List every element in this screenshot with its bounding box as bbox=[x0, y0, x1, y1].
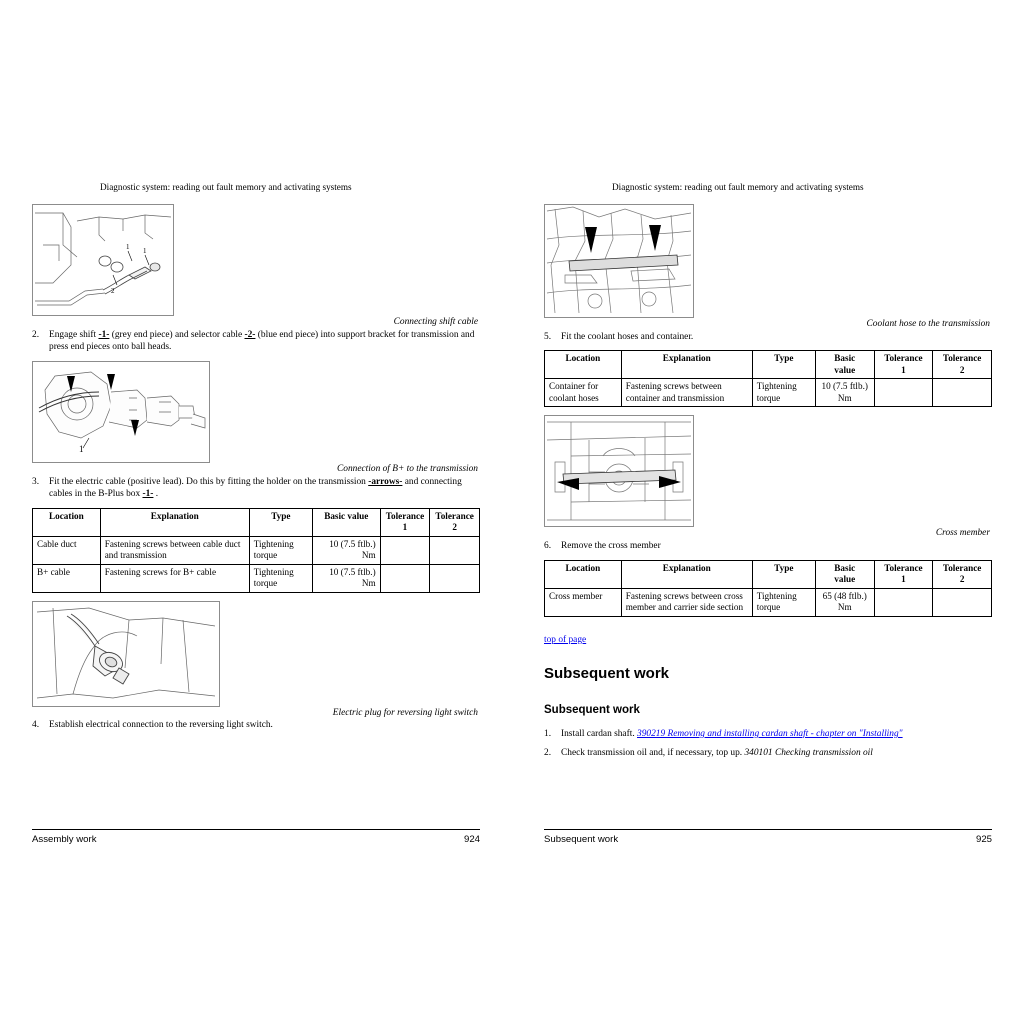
cell-location: Container for coolant hoses bbox=[545, 379, 622, 407]
cell-tolerance-1 bbox=[380, 564, 430, 592]
cell-tolerance-1 bbox=[874, 588, 933, 616]
th-tolerance-2: Tolerance 2 bbox=[933, 560, 992, 588]
th-tolerance-2: Tolerance 2 bbox=[933, 351, 992, 379]
figure-cross-member-drawing bbox=[545, 416, 693, 526]
step-6-text: Remove the cross member bbox=[561, 541, 661, 552]
table-row bbox=[33, 536, 480, 564]
cell-location: Cross member bbox=[545, 588, 622, 616]
th-explanation: Explanation bbox=[621, 351, 752, 379]
th-location: Location bbox=[545, 351, 622, 379]
cell-basic-value: 10 (7.5 ftlb.) Nm bbox=[312, 536, 380, 564]
figure-label-1: 1 bbox=[126, 243, 130, 251]
cell-tolerance-2 bbox=[430, 564, 480, 592]
footer-left-pagenum: 924 bbox=[463, 834, 480, 845]
link-transmission-oil[interactable]: 340101 Checking transmission oil bbox=[744, 748, 873, 759]
th-tolerance-1: Tolerance 1 bbox=[380, 508, 430, 536]
th-type: Type bbox=[752, 560, 815, 588]
th-basic-value: Basic value bbox=[312, 508, 380, 536]
step-3-text: Fit the electric cable (positive lead). Do this by fitting the holder on the transmission -arrows- and connecting cables in the B-Plus box -1- . bbox=[49, 476, 462, 500]
cell-basic-value: 10 (7.5 ftlb.) Nm bbox=[815, 379, 874, 407]
cell-type: Tightening torque bbox=[249, 536, 312, 564]
cell-type: Tightening torque bbox=[249, 564, 312, 592]
step-2 bbox=[32, 329, 480, 354]
footer-right bbox=[544, 829, 992, 845]
table-row bbox=[545, 379, 992, 407]
table-row bbox=[33, 564, 480, 592]
step-4 bbox=[32, 719, 480, 731]
step-6 bbox=[544, 540, 992, 552]
figure-caption-cross-member: Cross member bbox=[935, 528, 990, 539]
cell-type: Tightening torque bbox=[752, 588, 815, 616]
cell-explanation: Fastening screws between container and transmission bbox=[621, 379, 752, 407]
figure-caption-b-plus-transmission: Connection of B+ to the transmission bbox=[337, 463, 478, 474]
step-2-text: Engage shift -1- (grey end piece) and selector cable -2- (blue end piece) into support bracket for transmission and press end pieces onto ball heads. bbox=[49, 330, 475, 353]
step-5-text: Fit the coolant hoses and container. bbox=[561, 332, 694, 342]
cell-tolerance-2 bbox=[933, 379, 992, 407]
figure-cross-member bbox=[544, 415, 694, 527]
running-head-right: Diagnostic system: reading out fault memory and activating systems bbox=[612, 182, 864, 192]
th-basic-value: Basic value bbox=[815, 560, 874, 588]
arrow-left bbox=[585, 227, 597, 253]
cell-tolerance-1 bbox=[380, 536, 430, 564]
th-tolerance-1: Tolerance 1 bbox=[874, 560, 933, 588]
step-6-number: 6. bbox=[544, 541, 552, 552]
cell-explanation: Fastening screws between cable duct and transmission bbox=[100, 536, 249, 564]
running-head-left: Diagnostic system: reading out fault memory and activating systems bbox=[100, 182, 352, 192]
th-location: Location bbox=[33, 508, 101, 536]
step-3-number: 3. bbox=[32, 476, 40, 487]
footer-left-label: Assembly work bbox=[32, 834, 97, 845]
figure-coolant-drawing bbox=[545, 205, 693, 317]
cell-explanation: Fastening screws between cross member and carrier side section bbox=[621, 588, 752, 616]
figure-label-1b: 1 bbox=[143, 247, 147, 255]
table-header-row bbox=[545, 560, 992, 588]
cell-location: Cable duct bbox=[33, 536, 101, 564]
subsequent-step-2-text: Check transmission oil and, if necessary, top up. 340101 Checking transmission oil bbox=[561, 748, 873, 759]
table-row bbox=[545, 588, 992, 616]
figure-b-plus-transmission bbox=[32, 361, 210, 463]
subsequent-step-2 bbox=[544, 747, 992, 759]
figure-connecting-shift-cable bbox=[32, 204, 174, 316]
spec-table-cross-member bbox=[544, 560, 992, 617]
cell-tolerance-1 bbox=[874, 379, 933, 407]
figure-reversing-light-plug bbox=[32, 601, 220, 707]
top-of-page-link[interactable]: top of page bbox=[544, 634, 587, 645]
th-explanation: Explanation bbox=[100, 508, 249, 536]
th-location: Location bbox=[545, 560, 622, 588]
figure-shift-cable-drawing bbox=[33, 205, 173, 315]
subsequent-step-2-number: 2. bbox=[544, 748, 552, 759]
figure-caption-connecting-shift-cable: Connecting shift cable bbox=[393, 317, 478, 327]
th-type: Type bbox=[249, 508, 312, 536]
cell-type: Tightening torque bbox=[752, 379, 815, 407]
step-5 bbox=[544, 331, 992, 343]
step-4-number: 4. bbox=[32, 719, 40, 730]
th-tolerance-1: Tolerance 1 bbox=[874, 351, 933, 379]
footer-left bbox=[32, 829, 480, 845]
step-2-number: 2. bbox=[32, 330, 40, 340]
cell-explanation: Fastening screws for B+ cable bbox=[100, 564, 249, 592]
figure-label-2: 2 bbox=[111, 287, 115, 295]
cell-tolerance-2 bbox=[933, 588, 992, 616]
arrow-2 bbox=[107, 374, 115, 390]
cell-basic-value: 65 (48 ftlb.) Nm bbox=[815, 588, 874, 616]
arrow-right bbox=[649, 225, 661, 251]
figure-caption-reversing-light-plug: Electric plug for reversing light switch bbox=[332, 707, 478, 718]
table-header-row bbox=[33, 508, 480, 536]
th-explanation: Explanation bbox=[621, 560, 752, 588]
subsequent-step-1-text: Install cardan shaft. 390219 Removing and installing cardan shaft - chapter on "Installing" bbox=[561, 728, 903, 739]
table-header-row bbox=[545, 351, 992, 379]
step-3 bbox=[32, 476, 480, 501]
subsequent-step-1-number: 1. bbox=[544, 728, 552, 739]
step-4-text: Establish electrical connection to the reversing light switch. bbox=[49, 719, 273, 730]
th-tolerance-2: Tolerance 2 bbox=[430, 508, 480, 536]
footer-right-label: Subsequent work bbox=[544, 834, 619, 845]
subsequent-step-1 bbox=[544, 728, 992, 740]
th-type: Type bbox=[752, 351, 815, 379]
section-title-subsequent-work: Subsequent work bbox=[544, 664, 670, 682]
spec-table-coolant bbox=[544, 350, 992, 407]
link-cardan-shaft[interactable]: 390219 Removing and installing cardan shaft - chapter on "Installing" bbox=[637, 728, 903, 739]
figure-label-1: 1 bbox=[79, 443, 84, 454]
spec-table-left bbox=[32, 508, 480, 593]
cell-tolerance-2 bbox=[430, 536, 480, 564]
arrow-3 bbox=[131, 420, 139, 436]
cell-basic-value: 10 (7.5 ftlb.) Nm bbox=[312, 564, 380, 592]
figure-transmission-drawing bbox=[33, 362, 209, 462]
cell-location: B+ cable bbox=[33, 564, 101, 592]
figure-plug-drawing bbox=[33, 602, 219, 706]
figure-caption-coolant-hose: Coolant hose to the transmission bbox=[866, 319, 990, 329]
th-basic-value: Basic value bbox=[815, 351, 874, 379]
footer-right-pagenum: 925 bbox=[975, 834, 992, 845]
document-page-right bbox=[512, 0, 1024, 1024]
figure-coolant-hose bbox=[544, 204, 694, 318]
step-5-number: 5. bbox=[544, 332, 552, 342]
subsection-title-subsequent-work: Subsequent work bbox=[544, 703, 640, 716]
